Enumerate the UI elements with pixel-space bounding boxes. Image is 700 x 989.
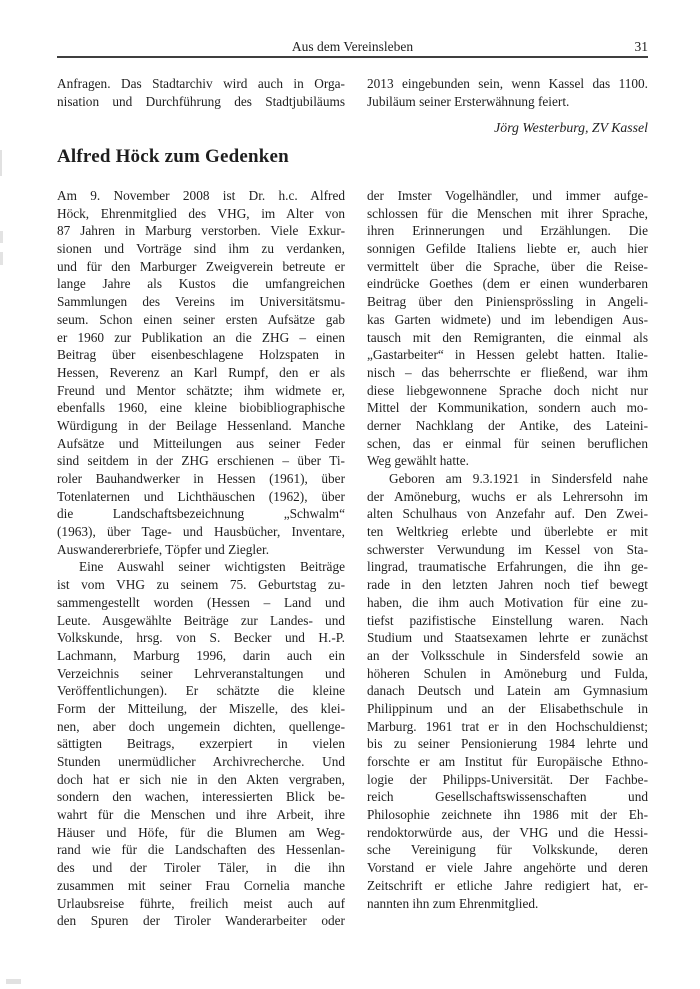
text-line: Hessen, Reverenz an Karl Rumpf, den er als	[57, 364, 345, 380]
text-line: sättigten Beitrags, exzerpiert in vielen	[57, 736, 345, 752]
body-right-column	[367, 187, 648, 930]
text-line: Würdigung in der Beilage Hessenland. Manche	[57, 417, 345, 433]
page-number: 31	[634, 39, 648, 54]
text-line: logie der Philipps-Universität. Der Fachbe-	[367, 771, 648, 787]
text-line: Lachmann, Marburg 1996, darin auch ein	[57, 647, 345, 663]
text-line: lange Jahre als Kustos die umfangreichen	[57, 276, 345, 292]
text-line: haben, die ihm auch Motivation für eine zu-	[367, 594, 648, 610]
text-line: Freund und Mentor schätzte; ihm widmete er,	[57, 382, 345, 398]
text-line: nisation und Durchführung des Stadtjubiläums	[57, 93, 345, 109]
text-line: sionen und Vorträge sind ihm zu verdanken,	[57, 241, 345, 257]
text-line: Stunden unermüdlicher Archivrecherche. Und	[57, 754, 345, 769]
text-line: 87 Jahren in Marburg verstorben. Viele Exkur-	[57, 223, 345, 239]
text-line: Vorstand er viele Jahre angehörte und deren	[367, 860, 648, 876]
text-line: Am 9. November 2008 ist Dr. h.c. Alfred	[57, 188, 345, 203]
scan-artifact	[0, 231, 3, 243]
text-line: den Spuren der Tiroler Wanderarbeiter oder	[57, 913, 345, 929]
text-line: Weg gewählt hatte.	[367, 453, 469, 469]
text-line: (1963), über Tage- und Hausbücher, Inventare,	[57, 524, 345, 540]
scan-artifact	[0, 150, 2, 176]
text-line: Form der Mitteilung, der Miszelle, des klei-	[57, 700, 345, 716]
text-line: Philosophie zeichnete ihn 1986 mit der Eh-	[367, 807, 648, 823]
text-line: sche Vereinigung für Volkskunde, deren	[367, 842, 648, 858]
text-line: sammengestellt worden (Hessen – Land und	[57, 594, 345, 610]
text-line: ihren Erinnerungen und Erzählungen. Die	[367, 223, 648, 239]
text-line: schen, das er einmal für seinen beruflichen	[367, 435, 648, 451]
text-line: er 1960 zur Publikation an die ZHG – einen	[57, 329, 345, 345]
text-line: ist vom VHG zu seinem 75. Geburtstag zu-	[57, 577, 345, 593]
running-head	[57, 39, 648, 56]
text-line: schlossen für die Menschen mit ihrer Sprache,	[367, 205, 648, 221]
text-line: kas Garten widmete) und im lebendigen Aus-	[367, 311, 648, 327]
intro-right-column	[367, 75, 648, 110]
text-line: Eine Auswahl seiner wichtigsten Beiträge	[79, 559, 345, 575]
text-line: alten Schulhaus von Anzefahr auf. Den Zwei-	[367, 506, 648, 522]
text-line: lingrad, traumatische Erfahrungen, die ihn ge-	[367, 559, 648, 575]
intro-left-column	[57, 75, 345, 110]
text-line: tausch mit den Remigranten, die einmal als	[367, 329, 648, 345]
header-rule	[57, 56, 648, 58]
text-line: doch hat er sich nie in den Akten vergraben,	[57, 771, 345, 787]
running-head-title: Aus dem Vereinsleben	[291, 39, 414, 54]
text-line: rand wie für die Landschaften des Hessenlan-	[57, 842, 345, 858]
text-line: Beitrag über den Piniensprössling in Angeli-	[367, 294, 648, 310]
text-line: sondern den wachen, interessierten Blick be-	[57, 789, 345, 805]
text-line: forschte er am Institut für Europäische Ethno-	[367, 754, 648, 769]
text-line: nisch – das beherrschte er fließend, war ihm	[367, 364, 648, 380]
text-line: nen, aber doch ungemein dichten, quellenge-	[57, 718, 345, 734]
text-line: ebenfalls 1960, eine kleine biobibliographische	[57, 400, 345, 416]
text-line: sonnigen Gefilde Italiens liebte er, auch hier	[367, 241, 648, 257]
text-line: ten Weltkrieg erlebte und überlebte er mit	[367, 524, 648, 540]
text-line: „Gastarbeiter“ in Hessen gelebt hatten. Italie-	[367, 347, 648, 363]
text-line: Veröffentlichungen). Er schätzte die kleine	[57, 683, 345, 699]
text-line: diese liebgewonnene Sprache doch nicht nur	[367, 382, 648, 398]
text-line: rade in den letzten Jahren noch tief bewegt	[367, 577, 648, 593]
text-line: derner Nachklang der Antike, des Lateini-	[367, 417, 648, 433]
text-line: und für den Marburger Zweigverein betreute er	[57, 258, 345, 274]
text-line: an der Volksschule in Sindersfeld sowie an	[367, 647, 648, 663]
text-line: zusammen mit seiner Frau Cornelia manche	[57, 877, 345, 893]
text-line: die Landschaftsbezeichnung „Schwalm“	[57, 506, 345, 522]
article-body	[57, 187, 648, 930]
text-line: nannten ihn zum Ehrenmitglied.	[367, 895, 539, 911]
text-line: Volkskunde, hrsg. von S. Becker und H.-P.	[57, 630, 345, 646]
text-line: Studium und Staatsexamen lehrte er zunächst	[367, 630, 648, 646]
text-line: rendoktorwürde aus, der VHG und die Hessi-	[367, 824, 648, 840]
text-line: Höck, Ehrenmitglied des VHG, im Alter von	[57, 205, 345, 221]
text-line: Geboren am 9.3.1921 in Sindersfeld nahe	[389, 471, 648, 486]
text-line: roler Bauhandwerker in Hessen (1961), über	[57, 471, 345, 486]
text-line: wahrt für die Menschen und ihre Arbeit, ihre	[57, 807, 345, 823]
body-left-column	[57, 187, 345, 930]
text-line: Häuser und Höfe, für die Blumen am Weg-	[57, 824, 345, 840]
text-line: Verzeichnis seiner Lehrveranstaltungen und	[57, 665, 345, 681]
text-line: seum. Schon einen seiner ersten Aufsätze gab	[57, 311, 345, 327]
text-line: Leute. Ausgewählte Beiträge zur Landes- und	[57, 612, 345, 628]
intro-section	[57, 75, 648, 110]
text-line: tiefst pazifistische Einstellung waren. Nach	[367, 612, 648, 628]
text-line: Mittel der Kommunikation, sondern auch mo-	[367, 400, 648, 416]
author-attribution: Jörg Westerburg, ZV Kassel	[494, 120, 648, 135]
text-line: Jubiläum seiner Ersterwähnung feiert.	[367, 93, 570, 109]
text-line: Sammlungen des Vereins im Universitätsmu-	[57, 294, 345, 310]
text-line: der Imster Vogelhändler, und immer aufge-	[367, 188, 648, 203]
article-heading: Alfred Höck zum Gedenken	[57, 146, 289, 167]
scan-artifact	[0, 252, 3, 265]
text-line: schwerster Verwundung im Kessel von Sta-	[367, 541, 648, 557]
text-line: der Amöneburg, wuchs er als Lehrersohn im	[367, 488, 648, 504]
text-line: Marburg. 1961 trat er in den Hochschuldienst;	[367, 718, 648, 734]
text-line: danach Deutsch und Latein am Gymnasium	[367, 683, 648, 699]
text-line: Aufsätze und Mitteilungen aus seiner Feder	[57, 435, 345, 451]
text-line: sind seitdem in der ZHG erschienen – über Ti-	[57, 453, 345, 469]
text-line: Philippinum und an der Elisabethschule in	[367, 700, 648, 716]
text-line: Totenlaternen und Lichthäuschen (1962), über	[57, 488, 345, 504]
text-line: Beitrag über eisenbeschlagene Holzspaten in	[57, 347, 345, 363]
text-line: Auswandererbriefe, Töpfer und Ziegler.	[57, 541, 270, 557]
text-line: des und der Tiroler Täler, in die ihn	[57, 860, 345, 876]
scan-artifact	[6, 979, 21, 984]
text-line: 2013 eingebunden sein, wenn Kassel das 1100.	[367, 76, 648, 91]
text-line: höheren Schulen in Amöneburg und Fulda,	[367, 665, 648, 681]
text-line: bis zu seiner Pensionierung 1984 lehrte und	[367, 736, 648, 752]
text-line: vermittelt über die Sprache, über die Reise-	[367, 258, 648, 274]
text-line: Zeitschrift er etliche Jahre redigiert hat, er-	[367, 877, 648, 893]
text-line: Urlaubsreise führte, freilich meist auch auf	[57, 895, 345, 911]
text-line: Anfragen. Das Stadtarchiv wird auch in Orga-	[57, 76, 345, 91]
text-line: eindrücke Goethes (dem er einen wunderbaren	[367, 276, 648, 292]
text-line: reich Gesellschaftswissenschaften und	[367, 789, 648, 805]
